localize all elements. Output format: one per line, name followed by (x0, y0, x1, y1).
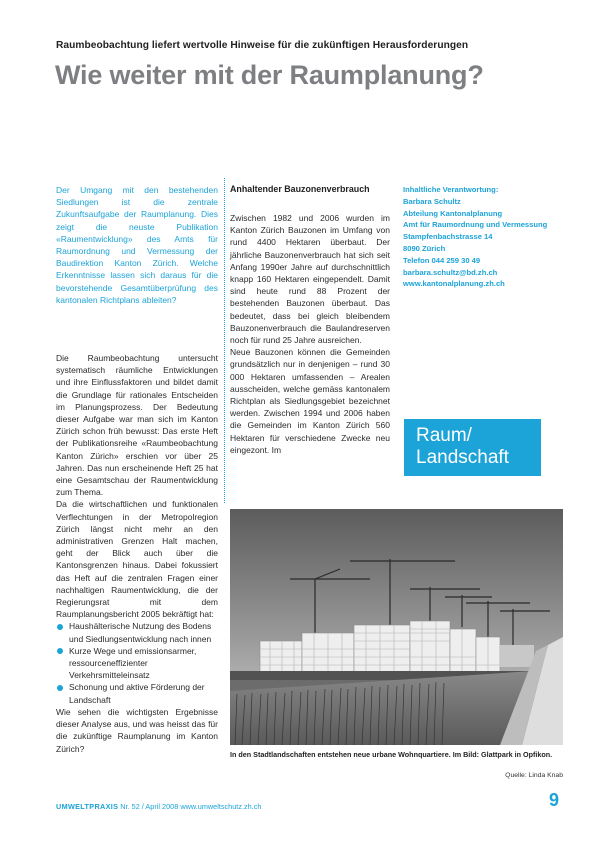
magazine-name: UMWELTPRAXIS (56, 802, 119, 811)
left-body-column (56, 352, 218, 755)
goal-list (56, 620, 218, 705)
contact-office: Amt für Raumordnung und Vermessung (403, 220, 548, 230)
section-tag-line-1: Raum/ (416, 425, 472, 446)
goal-list-item: Kurze Wege und emissionsarmer, ressourceneffizienter Verkehrsmitteleinsatz (56, 645, 218, 682)
section-tag-label (416, 425, 509, 469)
glattpark-photo (230, 509, 563, 745)
contact-phone: Telefon 044 259 30 49 (403, 255, 481, 265)
middle-paragraph-2: Neue Bauzonen können die Gemeinden grundsätzlich nur in denjenigen – rund 30 000 Hektaren umfassenden – Arealen ausscheiden, welche gemäss kantonalem Richtplan als Siedlungsgebiet bezeichnet werden. Zwischen 1994 und 2006 haben die Gemeinden im Kanton Zürich 560 Hektaren für verschiedene Zwecke neu eingezont. Im (230, 347, 390, 455)
article-kicker: Raumbeobachtung liefert wertvolle Hinweise für die zukünftigen Herausforderungen (56, 40, 469, 51)
contact-email-link[interactable]: barbara.schultz@bd.zh.ch (403, 267, 498, 277)
contact-website-link[interactable]: www.kantonalplanung.zh.ch (403, 279, 505, 289)
contact-box (403, 184, 563, 290)
contact-name: Barbara Schultz (403, 196, 461, 206)
left-paragraph-3: Wie sehen die wichtigsten Ergebnisse dieser Analyse aus, und was heisst das für die zukünftige Raumplanung im Kanton Zürich? (56, 706, 218, 754)
column-divider (224, 178, 225, 503)
contact-department: Abteilung Kantonalplanung (403, 208, 503, 218)
left-paragraph-2: Da die wirtschaftlichen und funktionalen Verflechtungen in der Metropolregion Zürich längst nicht mehr an den administrativen Grenzen Halt machen, geht der Blick auch über die Kantonsgrenzen hinaus. Dabei fokussiert das Heft auf die zentralen Fragen einer nachhaltigen Raumentwicklung, die der Regierungsrat mit dem Raumplanungsbericht 2005 bekräftigt hat: (56, 499, 218, 620)
photo-credit: Quelle: Linda Knab (505, 772, 563, 779)
footer-website-link[interactable]: www.umweltschutz.zh.ch (180, 802, 262, 811)
photo-caption: In den Stadtlandschaften entstehen neue urbane Wohnquartiere. Im Bild: Glattpark in Opfikon. (230, 750, 553, 759)
section-tag (404, 419, 541, 476)
article-lead: Der Umgang mit den bestehenden Siedlungen ist die zentrale Zukunftsaufgabe der Raumplanung. Dies zeigt die neuste Publikation «Raumentwicklung» des Amts für Raumordnung und Vermessung der Baudirektion Kanton Zürich. Welche Erkenntnisse lassen sich daraus für die bevorstehende Gesamtüberprüfung des kantonalen Richtplans ableiten? (56, 185, 218, 305)
section-tag-line-2: Landschaft (416, 447, 509, 468)
section-heading-bauzonen: Anhaltender Bauzonenverbrauch (230, 184, 370, 194)
left-paragraph-1: Die Raumbeobachtung untersucht systematisch räumliche Entwicklungen und ihre Einflussfaktoren und bildet damit die Grundlage für rationales Entscheiden im Planungsprozess. Der Bedeutung dieser Aufgabe war man sich im Kanton Zürich schon früh bewusst: Das erste Heft der Publikationsreihe «Raumbeobachtung Kanton Zürich» erschien vor über 25 Jahren. Das nun erscheinende Heft 25 hat eine Gesamtschau der Raumentwicklung zum Thema. (56, 353, 218, 498)
middle-body-column (230, 212, 390, 456)
page-footer (56, 802, 536, 811)
article-title: Wie weiter mit der Raumplanung? (55, 60, 484, 90)
goal-list-item: Haushälterische Nutzung des Bodens und Siedlungsentwicklung nach innen (56, 620, 218, 644)
contact-heading: Inhaltliche Verantwortung: (403, 185, 499, 194)
issue-info: Nr. 52 / April 2008 (120, 802, 179, 811)
contact-city: 8090 Zürich (403, 243, 446, 253)
middle-paragraph-1: Zwischen 1982 und 2006 wurden im Kanton Zürich Bauzonen im Umfang von rund 4400 Hektaren überbaut. Der jährliche Bauzonenverbrauch hat sich seit Anfang 1990er Jahre auf durchschnittlich knapp 160 Hektaren eingependelt. Damit sind heute rund 88 Prozent der bestehenden Bauzonen überbaut. Das bedeutet, dass bei gleich bleibendem Bauzonenverbrauch die Baulandreserven noch für rund 25 Jahre ausreichen. (230, 213, 390, 346)
page-number: 9 (549, 790, 560, 810)
goal-list-item: Schonung und aktive Förderung der Landschaft (56, 681, 218, 705)
contact-street: Stampfenbachstrasse 14 (403, 232, 493, 242)
